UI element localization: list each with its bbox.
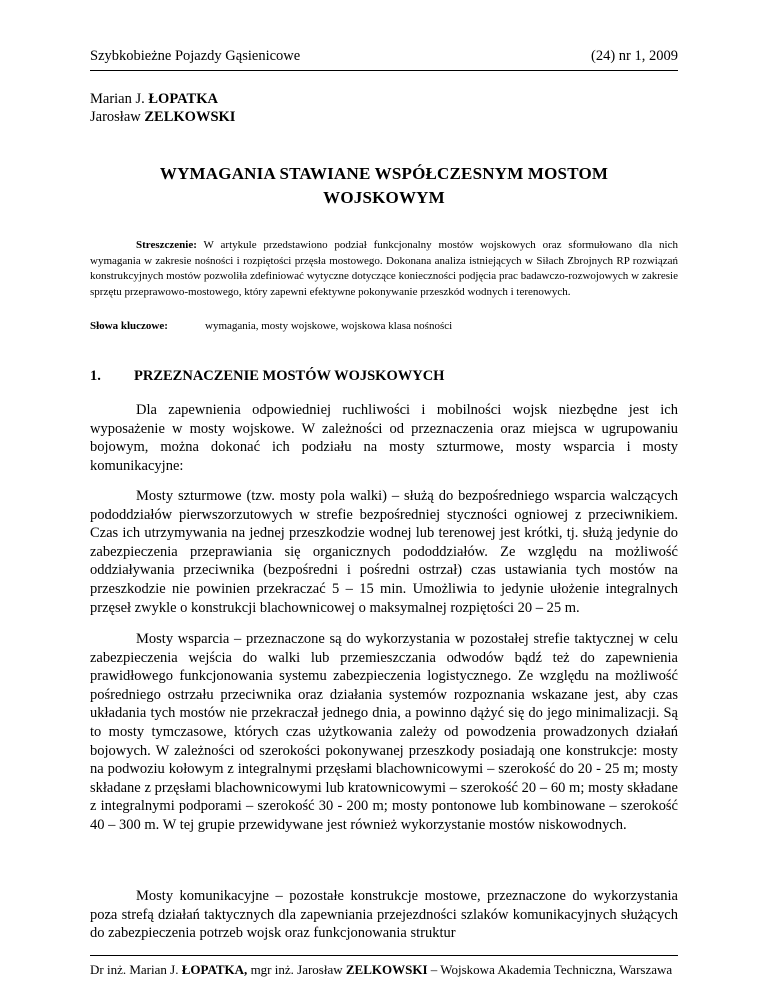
author-2 bbox=[90, 108, 235, 126]
journal-name: Szybkobieżne Pojazdy Gąsienicowe bbox=[90, 48, 301, 64]
author-1 bbox=[90, 90, 235, 108]
footer-middle: mgr inż. Jarosław bbox=[247, 962, 346, 977]
author-1-last: ŁOPATKA bbox=[148, 91, 218, 107]
footer-name-1: ŁOPATKA, bbox=[181, 962, 248, 977]
section-heading bbox=[90, 368, 444, 385]
running-header bbox=[90, 48, 678, 71]
body-paragraph-1 bbox=[90, 401, 678, 475]
abstract-text: W artykule przedstawiono podział funkcjonalny mostów wojskowych oraz sformułowano dla nich wymagania w zakresie nośności i rozpiętości przęsła mostowego. Dokonana analiza istniejących w Siłach Zbrojnych RP rozwiązań konstrukcyjnych mostów pozwoliła zdefiniować wytyczne dotyczące konieczności podjęcia prac badawczo-rozwojowych w zakresie sprzętu przeprawowo-mostowego, który zapewni efektywne pokonywanie przeszkód wodnych i terenowych. bbox=[90, 239, 678, 298]
paragraph-text: Mosty wsparcia – przeznaczone są do wykorzystania w pozostałej strefie taktycznej w celu zabezpieczenia wejścia do walki lub przemieszczania odwodów bądź też do zapewnienia prawidłowego funkcjonowania systemu zabezpieczenia logistycznego. Ze względu na możliwość pośredniego ostrzału przeciwnika oraz działania systemów rozpoznania wskazane jest, aby czas układania tych mostów nie przekraczał jednego dnia, a powinno dążyć się do jego minimalizacji. Są to mosty tymczasowe, których czas użytkowania zależy od powodzenia prowadzonych działań bojowych. W zależności od szerokości pokonywanej przeszkody posiadają one konstrukcje: mosty na podwoziu kołowym z integralnymi przęsłami blachownicowymi – szerokość do 20 - 25 m; mosty składane z przęsłami blachownicowymi lub kratownicowymi – szerokość 20 – 60 m; mosty składane z integralnymi podporami – szerokość 30 - 200 m; mosty pontonowe lub kombinowane – szerokość 40 – 300 m. W tej grupie przewidywane jest również wykorzystanie mostów niskowodnych. bbox=[90, 631, 678, 833]
paragraph-text: Mosty szturmowe (tzw. mosty pola walki) – służą do bezpośredniego wsparcia walczących pododdziałów pierwszorzutowych w strefie bezpośredniej styczności ogniowej z przeciwnikiem. Czas ich utrzymywania na jednej przeszkodzie wodnej lub terenowej jest krótki, tj. służą jedynie do zabezpieczenia przeprawiania się organicznych pododdziałów. Ze względu na możliwość oddziaływania przeciwnika (bezpośredni i pośredni ostrzał) czas ustawiania tych mostów na przeszkodzie nie powinien przekraczać 5 – 15 min. Umożliwia to jedynie ułożenie integralnych przęseł zwykle o konstrukcji blachownicowej o maksymalnej rozpiętości 20 – 25 m. bbox=[90, 488, 678, 616]
author-1-first: Marian J. bbox=[90, 91, 149, 107]
author-2-first: Jarosław bbox=[90, 109, 145, 125]
body-paragraph-4 bbox=[90, 887, 678, 943]
paragraph-text: Mosty komunikacyjne – pozostałe konstrukcje mostowe, przeznaczone do wykorzystania poza strefą działań taktycznych dla zapewniania przejezdności szlaków komunikacyjnych służących do zabezpieczenia potrzeb wojsk oraz funkcjonowania struktur bbox=[90, 888, 678, 942]
author-2-last: ZELKOWSKI bbox=[144, 109, 236, 125]
paper-title bbox=[90, 162, 678, 210]
footer-name-2: ZELKOWSKI bbox=[345, 962, 428, 977]
section-number: 1. bbox=[90, 368, 101, 384]
issue-number: (24) nr 1, 2009 bbox=[591, 48, 678, 64]
abstract-label: Streszczenie: bbox=[136, 239, 197, 251]
paper-page bbox=[90, 0, 678, 994]
footer-prefix: Dr inż. Marian J. bbox=[90, 962, 182, 977]
keywords-value: wymagania, mosty wojskowe, wojskowa klasa nośności bbox=[205, 320, 453, 332]
author-list bbox=[90, 90, 235, 126]
body-paragraph-2 bbox=[90, 487, 678, 617]
keywords bbox=[90, 320, 678, 332]
section-title: PRZEZNACZENIE MOSTÓW WOJSKOWYCH bbox=[134, 368, 445, 384]
paragraph-text: Dla zapewnienia odpowiedniej ruchliwości i mobilności wojsk niezbędne jest ich wyposażenie w mosty wojskowe. W zależności od przeznaczenia oraz miejsca w ugrupowaniu bojowym, można dokonać ich podziału na mosty szturmowe, mosty wsparcia i mosty komunikacyjne: bbox=[90, 402, 678, 474]
keywords-label: Słowa kluczowe: bbox=[90, 320, 168, 332]
title-line-1: WYMAGANIA STAWIANE WSPÓŁCZESNYM MOSTOM bbox=[159, 164, 609, 183]
title-line-2: WOJSKOWYM bbox=[323, 188, 445, 207]
author-affiliation-footer bbox=[90, 955, 678, 978]
footer-suffix: – Wojskowa Akademia Techniczna, Warszawa bbox=[427, 962, 673, 977]
body-paragraph-3 bbox=[90, 630, 678, 835]
abstract bbox=[90, 238, 678, 300]
